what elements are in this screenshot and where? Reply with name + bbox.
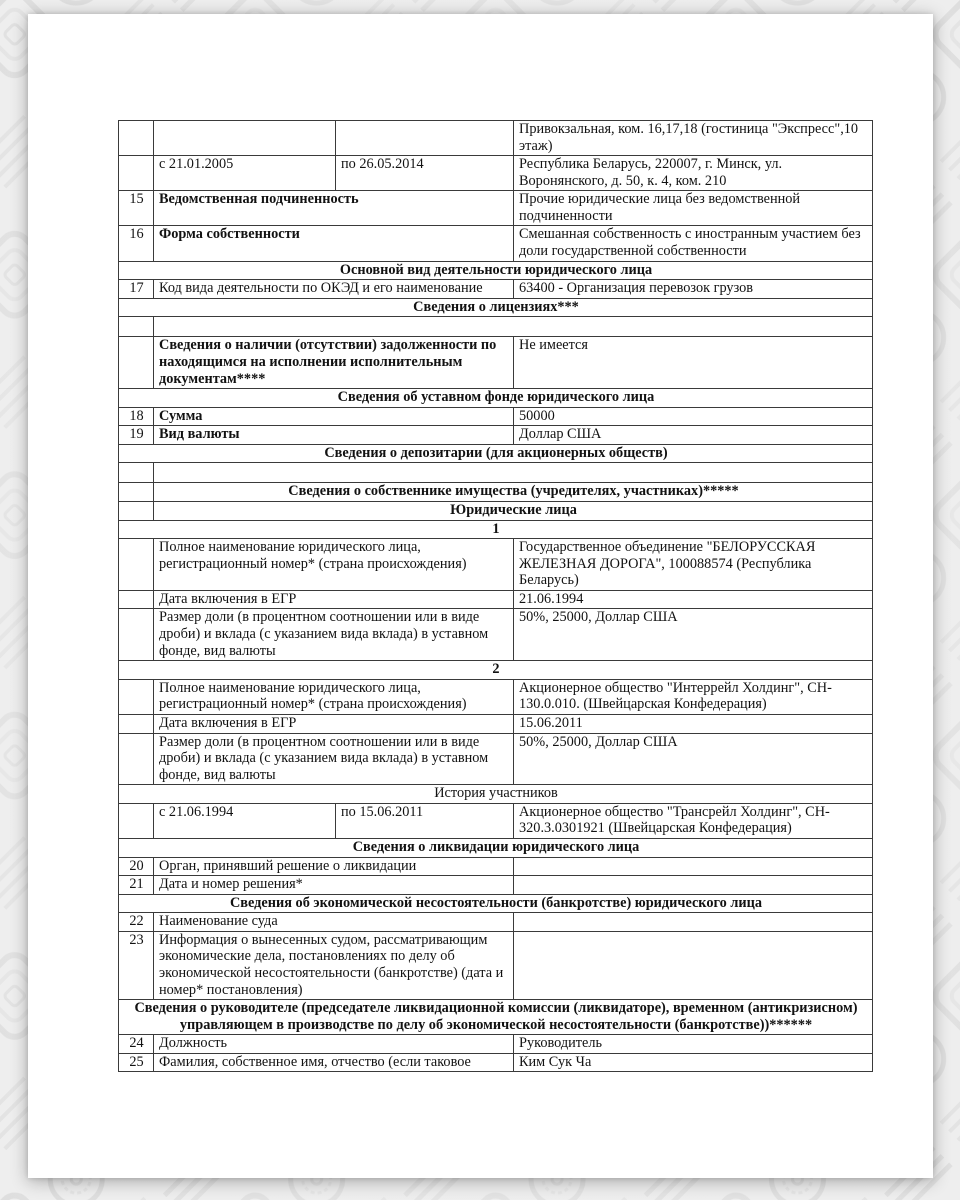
table-row: [119, 121, 873, 156]
period-from-cell: с 21.01.2005: [154, 156, 336, 191]
table-row: [119, 1035, 873, 1054]
row-label-cell: Форма собственности: [154, 226, 514, 261]
row-value-cell: 15.06.2011: [514, 714, 873, 733]
section-header-cell: Сведения о лицензиях***: [119, 298, 873, 317]
row-label-cell: Вид валюты: [154, 426, 514, 445]
empty-row: [119, 463, 873, 483]
row-label-cell: Фамилия, собственное имя, отчество (если таковое: [154, 1053, 514, 1072]
section-header-cell: Сведения об экономической несостоятельности (банкротстве) юридического лица: [119, 894, 873, 913]
table-row: [119, 226, 873, 261]
table-row: [119, 679, 873, 714]
table-row: [119, 609, 873, 661]
row-value-cell: Прочие юридические лица без ведомственной подчиненности: [514, 191, 873, 226]
period-from-cell: [154, 121, 336, 156]
row-number-cell: 23: [119, 931, 154, 999]
row-number-cell: 18: [119, 407, 154, 426]
row-number-cell: 24: [119, 1035, 154, 1054]
row-value-cell: Не имеется: [514, 337, 873, 389]
period-from-cell: с 21.06.1994: [154, 803, 336, 838]
row-label-cell: Дата включения в ЕГР: [154, 714, 514, 733]
row-label-cell: Размер доли (в процентном соотношении или в виде дроби) и вклада (с указанием вида вклада) в уставном фонде, вид валюты: [154, 733, 514, 785]
section-row: [119, 389, 873, 408]
row-value-cell: Государственное объединение "БЕЛОРУССКАЯ ЖЕЛЕЗНАЯ ДОРОГА", 100088574 (Республика Беларусь): [514, 539, 873, 591]
row-number-cell: [119, 733, 154, 785]
row-label-cell: Полное наименование юридического лица, регистрационный номер* (страна происхождения): [154, 539, 514, 591]
table-row: [119, 876, 873, 895]
section-row: [119, 520, 873, 539]
table-row: [119, 803, 873, 838]
row-number-cell: [119, 463, 154, 483]
section-header-cell: 2: [119, 661, 873, 680]
empty-cell: [154, 317, 873, 337]
row-number-cell: [119, 590, 154, 609]
row-label-cell: Сумма: [154, 407, 514, 426]
section-row: [119, 785, 873, 804]
row-number-cell: 19: [119, 426, 154, 445]
row-number-cell: [119, 609, 154, 661]
document-table: [118, 120, 873, 1072]
table-row: [119, 857, 873, 876]
section-row: [119, 838, 873, 857]
document-page: [28, 14, 933, 1178]
row-number-cell: [119, 337, 154, 389]
row-number-cell: [119, 501, 154, 520]
row-value-cell: [514, 857, 873, 876]
row-number-cell: [119, 317, 154, 337]
row-number-cell: 15: [119, 191, 154, 226]
section-header-cell: Сведения о ликвидации юридического лица: [119, 838, 873, 857]
row-label-cell: Дата включения в ЕГР: [154, 590, 514, 609]
period-to-cell: по 15.06.2011: [336, 803, 514, 838]
table-row: [119, 280, 873, 299]
row-label-cell: Сведения о наличии (отсутствии) задолженности по находящимся на исполнении исполнительным документам****: [154, 337, 514, 389]
document-table-body: [119, 121, 873, 1072]
row-value-cell: [514, 931, 873, 999]
row-label-cell: Информация о вынесенных судом, рассматривающим экономические дела, постановлениях по делу об экономической несостоятельности (банкротстве) (дата и номер* постановления): [154, 931, 514, 999]
row-value-cell: [514, 876, 873, 895]
section-row: [119, 261, 873, 280]
row-label-cell: Полное наименование юридического лица, регистрационный номер* (страна происхождения): [154, 679, 514, 714]
table-row: [119, 733, 873, 785]
row-number-cell: 16: [119, 226, 154, 261]
table-row: [119, 913, 873, 932]
row-label-cell: Орган, принявший решение о ликвидации: [154, 857, 514, 876]
table-row: [119, 539, 873, 591]
section-row: [119, 661, 873, 680]
row-number-cell: [119, 679, 154, 714]
table-row: [119, 156, 873, 191]
table-row: [119, 590, 873, 609]
table-row: [119, 1053, 873, 1072]
row-number-cell: [119, 156, 154, 191]
row-number-cell: [119, 483, 154, 502]
table-row: [119, 337, 873, 389]
row-value-cell: Акционерное общество "Интеррейл Холдинг", CH-130.0.010. (Швейцарская Конфедерация): [514, 679, 873, 714]
row-number-cell: 20: [119, 857, 154, 876]
section-header-cell: 1: [119, 520, 873, 539]
section-row: [119, 894, 873, 913]
row-label-cell: Код вида деятельности по ОКЭД и его наименование: [154, 280, 514, 299]
row-value-cell: 50%, 25000, Доллар США: [514, 609, 873, 661]
period-to-cell: [336, 121, 514, 156]
row-label-cell: Должность: [154, 1035, 514, 1054]
row-number-cell: [119, 803, 154, 838]
empty-row: [119, 317, 873, 337]
row-value-cell: [514, 913, 873, 932]
row-number-cell: [119, 714, 154, 733]
table-row: [119, 714, 873, 733]
row-value-cell: 50%, 25000, Доллар США: [514, 733, 873, 785]
row-number-cell: 25: [119, 1053, 154, 1072]
row-value-cell: 50000: [514, 407, 873, 426]
row-value-cell: 21.06.1994: [514, 590, 873, 609]
row-value-cell: Руководитель: [514, 1035, 873, 1054]
section-header-cell: Основной вид деятельности юридического лица: [119, 261, 873, 280]
section-row: [119, 483, 873, 502]
row-label-cell: Ведомственная подчиненность: [154, 191, 514, 226]
section-header-cell: Сведения об уставном фонде юридического лица: [119, 389, 873, 408]
table-row: [119, 931, 873, 999]
row-number-cell: 17: [119, 280, 154, 299]
section-header-cell: Юридические лица: [154, 501, 873, 520]
empty-cell: [154, 463, 873, 483]
row-number-cell: 22: [119, 913, 154, 932]
section-row: [119, 501, 873, 520]
table-row: [119, 191, 873, 226]
section-row: [119, 298, 873, 317]
row-value-cell: Ким Сук Ча: [514, 1053, 873, 1072]
row-value-cell: Акционерное общество "Трансрейл Холдинг", CH-320.3.0301921 (Швейцарская Конфедерация): [514, 803, 873, 838]
row-value-cell: Республика Беларусь, 220007, г. Минск, ул. Воронянского, д. 50, к. 4, ком. 210: [514, 156, 873, 191]
table-row: [119, 426, 873, 445]
row-label-cell: Наименование суда: [154, 913, 514, 932]
row-value-cell: Доллар США: [514, 426, 873, 445]
table-row: [119, 407, 873, 426]
row-value-cell: Смешанная собственность с иностранным участием без доли государственной собственности: [514, 226, 873, 261]
section-row: [119, 444, 873, 463]
section-header-cell: Сведения о собственнике имущества (учредителях, участниках)*****: [154, 483, 873, 502]
row-number-cell: [119, 539, 154, 591]
section-header-cell: Сведения о депозитарии (для акционерных обществ): [119, 444, 873, 463]
section-header-cell: История участников: [119, 785, 873, 804]
row-label-cell: Дата и номер решения*: [154, 876, 514, 895]
section-row: [119, 1000, 873, 1035]
section-header-cell: Сведения о руководителе (председателе ликвидационной комиссии (ликвидаторе), временном (антикризисном) управляющем в производстве по делу об экономической несостоятельности (банкротстве))******: [119, 1000, 873, 1035]
row-number-cell: [119, 121, 154, 156]
period-to-cell: по 26.05.2014: [336, 156, 514, 191]
row-value-cell: Привокзальная, ком. 16,17,18 (гостиница "Экспресс",10 этаж): [514, 121, 873, 156]
row-label-cell: Размер доли (в процентном соотношении или в виде дроби) и вклада (с указанием вида вклада) в уставном фонде, вид валюты: [154, 609, 514, 661]
row-value-cell: 63400 - Организация перевозок грузов: [514, 280, 873, 299]
row-number-cell: 21: [119, 876, 154, 895]
